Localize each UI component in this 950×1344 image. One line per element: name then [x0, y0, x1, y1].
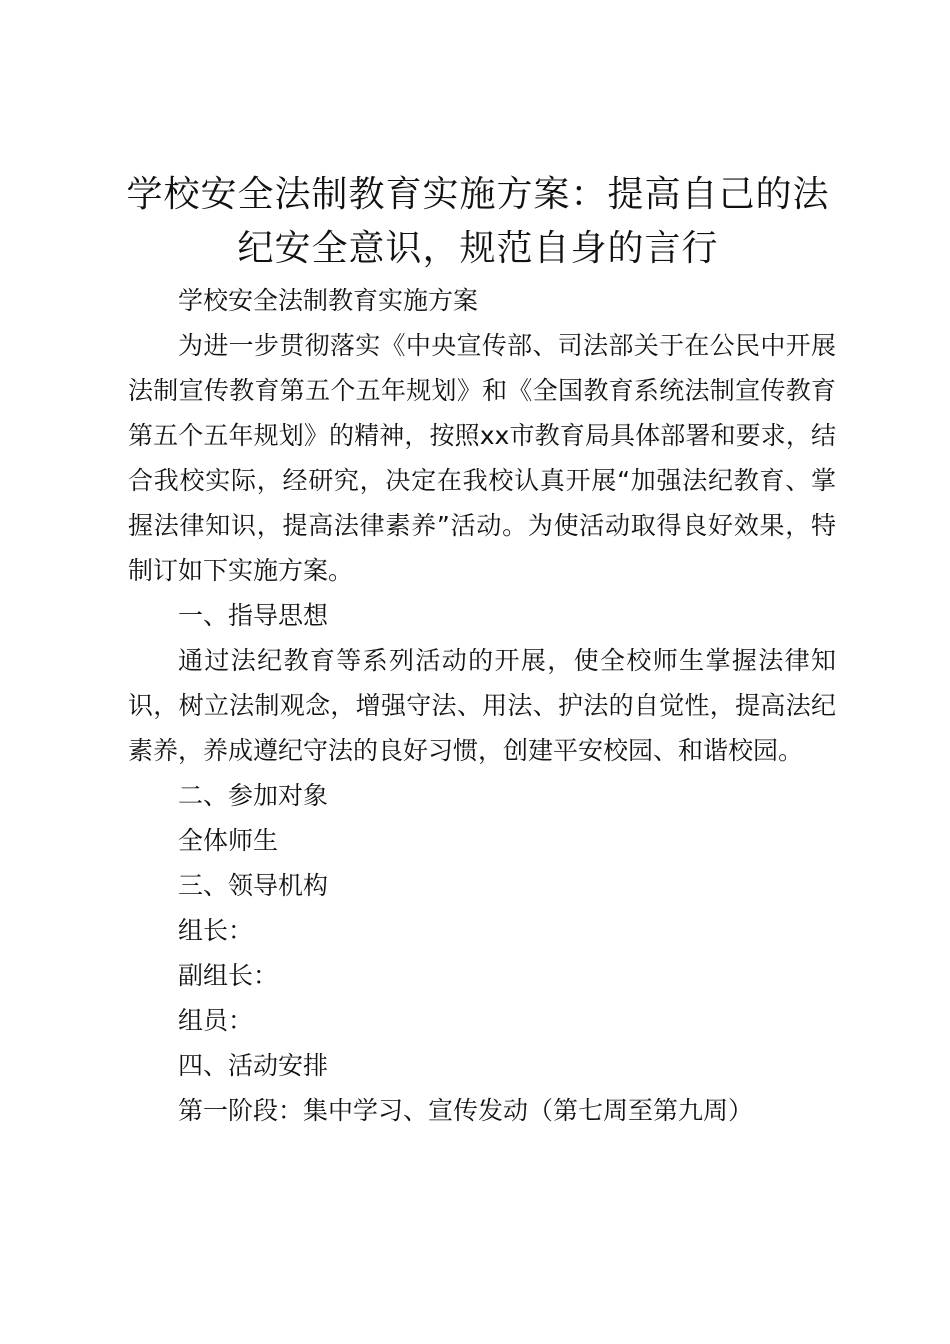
- leader-line: 组长：: [178, 916, 254, 945]
- members-line: 组员：: [178, 1006, 254, 1035]
- guiding-ideology-paragraph: 通过法纪教育等系列活动的开展，使全校师生掌握法律知识，树立法制观念，增强守法、用法、护法的自觉性，提高法纪素养，养成遵纪守法的良好习惯，创建平安校园、和谐校园。: [128, 646, 836, 765]
- document-title: 学校安全法制教育实施方案：提高自己的法纪安全意识，规范自身的言行: [126, 174, 830, 269]
- subtitle: 学校安全法制教育实施方案: [178, 286, 479, 315]
- section-heading-participants: 二、参加对象: [178, 781, 329, 810]
- section-heading-leadership: 三、领导机构: [178, 871, 329, 900]
- deputy-leader-line: 副组长：: [178, 961, 279, 990]
- participants-text: 全体师生: [178, 826, 279, 855]
- document-body: [128, 278, 836, 1133]
- section-heading-activities: 四、活动安排: [178, 1051, 329, 1080]
- section-heading-guiding-ideology: 一、指导思想: [178, 601, 329, 630]
- intro-paragraph: 为进一步贯彻落实《中央宣传部、司法部关于在公民中开展法制宣传教育第五个五年规划》和《全国教育系统法制宣传教育第五个五年规划》的精神，按照xx市教育局具体部署和要求，结合我校实际，经研究，决定在我校认真开展“加强法纪教育、掌握法律知识，提高法律素养”活动。为使活动取得良好效果，特制订如下实施方案。: [128, 331, 836, 585]
- stage-one-line: 第一阶段：集中学习、宣传发动（第七周至第九周）: [178, 1096, 754, 1125]
